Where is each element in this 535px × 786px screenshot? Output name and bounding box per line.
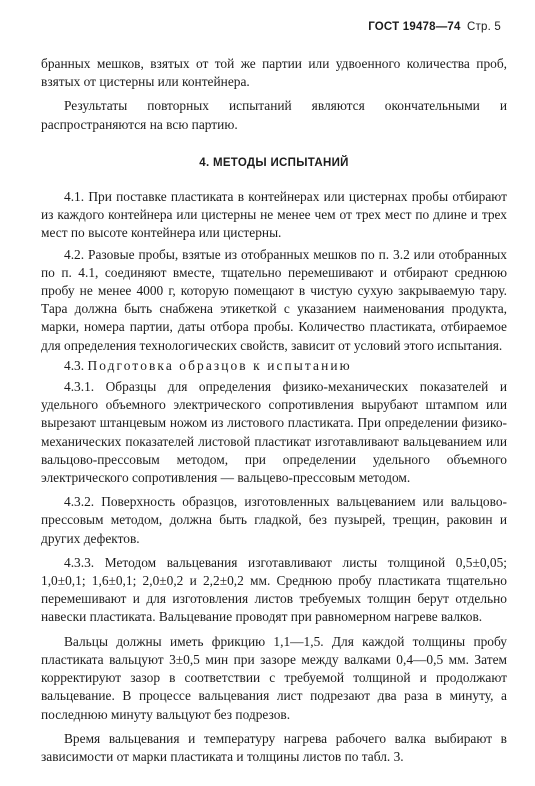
clause-4-1: 4.1. При поставке пластиката в контейнерах или цистернах пробы отбирают из каждого контейнера или цистерны не менее чем от трех мест по длине и трех мест по высоте контейнера или цистерны. — [41, 189, 507, 241]
page-header — [368, 21, 501, 33]
clause-4-3-heading — [41, 357, 507, 375]
clause-4-3-2: 4.3.2. Поверхность образцов, изготовленных вальцеванием или вальцово-прессовым методом, должна быть гладкой, без пузырей, трещин, раковин и других дефектов. — [41, 494, 507, 546]
paragraph-continuation: бранных мешков, взятых от той же партии или удвоенного количества проб, взятых от цистерны или контейнера. — [41, 56, 507, 90]
paragraph-rolling-time: Время вальцевания и температуру нагрева рабочего валка выбирают в зависимости от марки пластиката и толщины листов по табл. 3. — [41, 730, 507, 764]
paragraph-rolls-friction: Вальцы должны иметь фрикцию 1,1—1,5. Для каждой толщины пробу пластиката вальцуют 3±0,5 мин при зазоре между валками 0,4—0,5 мм. Затем корректируют зазор в соответствии с требуемой толщиной и продолжают вальцевание. В процессе вальцевания лист подрезают два раза в минуту, а последнюю минуту вальцуют без подрезов. — [41, 633, 507, 722]
document-body — [41, 55, 507, 766]
clause-4-3-1: 4.3.1. Образцы для определения физико-механических показателей и удельного объемного электрического сопротивления вырубают штампом или вырезают штанцевым ножом из листового пластиката. При определении физико-механических показателей листовой пластикат изготавливают вальцеванием или вальцово-прессовым методом, при определении удельного объемного электрического сопротивления — вальцево-прессовым методом. — [41, 379, 507, 486]
clause-4-2: 4.2. Разовые пробы, взятые из отобранных мешков по п. 3.2 или отобранных по п. 4.1, соединяют вместе, тщательно перемешивают и отбирают среднюю пробу не менее 4000 г, которую помещают в чистую сухую закрываемую тару. Тара должна быть снабжена этикеткой с указанием наименования продукта, марки, номера партии, даты отбора пробы. Количество пластиката, отбираемое для определения технологических свойств, зависит от условий этого испытания. — [41, 246, 507, 353]
clause-4-3-title: Подготовка образцов к испытанию — [87, 357, 352, 373]
clause-4-3-number: 4.3. — [64, 357, 85, 373]
clause-4-3-3: 4.3.3. Методом вальцевания изготавливают листы толщиной 0,5±0,05; 1,0±0,1; 1,6±0,1; 2,0±0,2 и 2,2±0,2 мм. Среднюю пробу пластиката тщательно перемешивают и для изготовления листов требуемых толщин берут отдельно навески пластиката. Вальцевание проводят при равномерном нагреве валков. — [41, 554, 507, 625]
standard-number: ГОСТ 19478—74 — [368, 21, 461, 33]
page-number: Стр. 5 — [467, 21, 501, 33]
paragraph-retest-results: Результаты повторных испытаний являются окончательными и распространяются на всю партию. — [41, 98, 507, 132]
section-title: 4. МЕТОДЫ ИСПЫТАНИЙ — [199, 156, 349, 169]
